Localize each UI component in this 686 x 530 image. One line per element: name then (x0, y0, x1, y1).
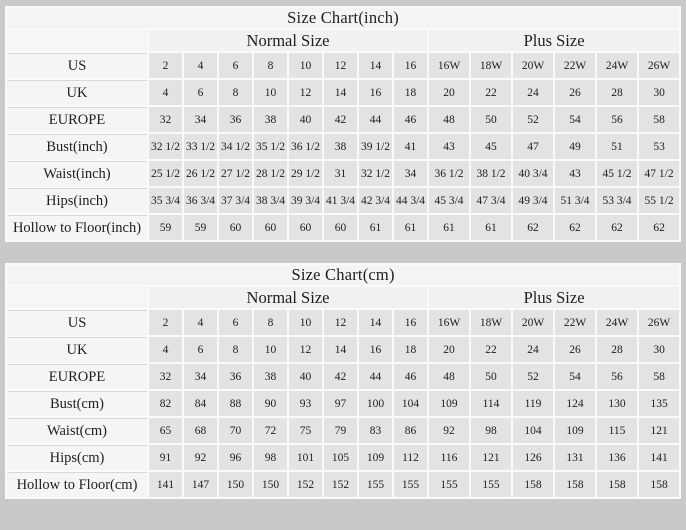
data-cell: 14 (324, 80, 357, 105)
data-cell: 152 (324, 472, 357, 497)
data-cell: 56 (597, 107, 637, 132)
data-cell: 6 (219, 53, 252, 78)
data-cell: 98 (471, 418, 511, 443)
data-cell: 46 (394, 364, 427, 389)
data-cell: 109 (429, 391, 469, 416)
data-cell: 38 (254, 364, 287, 389)
data-cell: 24W (597, 53, 637, 78)
table-row (7, 188, 679, 213)
data-cell: 58 (639, 364, 679, 389)
data-cell: 158 (555, 472, 595, 497)
data-cell: 62 (513, 215, 553, 240)
data-cell: 8 (219, 337, 252, 362)
data-cell: 26 1/2 (184, 161, 217, 186)
data-cell: 4 (149, 80, 182, 105)
data-cell: 8 (219, 80, 252, 105)
data-cell: 101 (289, 445, 322, 470)
data-cell: 42 (324, 364, 357, 389)
data-cell: 20W (513, 53, 553, 78)
data-cell: 10 (254, 337, 287, 362)
data-cell: 8 (254, 53, 287, 78)
data-cell: 45 3/4 (429, 188, 469, 213)
data-cell: 32 (149, 107, 182, 132)
data-cell: 12 (324, 53, 357, 78)
data-cell: 62 (639, 215, 679, 240)
data-cell: 40 3/4 (513, 161, 553, 186)
data-cell: 42 (324, 107, 357, 132)
data-cell: 121 (639, 418, 679, 443)
data-cell: 31 (324, 161, 357, 186)
data-cell: 16 (359, 80, 392, 105)
data-cell: 62 (597, 215, 637, 240)
data-cell: 20 (429, 80, 469, 105)
data-cell: 72 (254, 418, 287, 443)
table-row (7, 364, 679, 389)
row-label-cell: UK (7, 337, 147, 362)
data-cell: 30 (639, 337, 679, 362)
data-cell: 112 (394, 445, 427, 470)
data-cell: 46 (394, 107, 427, 132)
row-label-cell: EUROPE (7, 364, 147, 389)
row-label-cell: Waist(inch) (7, 161, 147, 186)
data-cell: 62 (555, 215, 595, 240)
data-cell: 51 (597, 134, 637, 159)
data-cell: 61 (471, 215, 511, 240)
data-cell: 35 1/2 (254, 134, 287, 159)
data-cell: 44 (359, 364, 392, 389)
table-body-inch (7, 53, 679, 240)
row-label-cell: UK (7, 80, 147, 105)
data-cell: 34 (394, 161, 427, 186)
data-cell: 56 (597, 364, 637, 389)
data-cell: 4 (184, 53, 217, 78)
data-cell: 86 (394, 418, 427, 443)
group-header-normal-size: Normal Size (149, 287, 427, 308)
data-cell: 60 (289, 215, 322, 240)
data-cell: 114 (471, 391, 511, 416)
data-cell: 109 (359, 445, 392, 470)
data-cell: 96 (219, 445, 252, 470)
data-cell: 40 (289, 364, 322, 389)
table-title-inch: Size Chart(inch) (7, 8, 679, 28)
data-cell: 100 (359, 391, 392, 416)
data-cell: 55 1/2 (639, 188, 679, 213)
data-cell: 12 (289, 337, 322, 362)
data-cell: 61 (394, 215, 427, 240)
data-cell: 48 (429, 107, 469, 132)
data-cell: 16W (429, 310, 469, 335)
data-cell: 79 (324, 418, 357, 443)
data-cell: 130 (597, 391, 637, 416)
data-cell: 54 (555, 107, 595, 132)
data-cell: 44 (359, 107, 392, 132)
data-cell: 131 (555, 445, 595, 470)
data-cell: 16 (394, 53, 427, 78)
group-header-row (7, 287, 679, 308)
data-cell: 6 (184, 337, 217, 362)
data-cell: 24W (597, 310, 637, 335)
data-cell: 36 1/2 (289, 134, 322, 159)
data-cell: 20W (513, 310, 553, 335)
data-cell: 50 (471, 364, 511, 389)
data-cell: 18 (394, 337, 427, 362)
data-cell: 45 1/2 (597, 161, 637, 186)
table-row (7, 107, 679, 132)
data-cell: 41 3/4 (324, 188, 357, 213)
data-cell: 4 (149, 337, 182, 362)
data-cell: 41 (394, 134, 427, 159)
data-cell: 24 (513, 337, 553, 362)
data-cell: 48 (429, 364, 469, 389)
data-cell: 53 3/4 (597, 188, 637, 213)
data-cell: 53 (639, 134, 679, 159)
data-cell: 92 (184, 445, 217, 470)
data-cell: 34 (184, 107, 217, 132)
data-cell: 14 (324, 337, 357, 362)
data-cell: 93 (289, 391, 322, 416)
data-cell: 22 (471, 80, 511, 105)
table-row (7, 418, 679, 443)
table-row (7, 53, 679, 78)
data-cell: 18W (471, 53, 511, 78)
data-cell: 58 (639, 107, 679, 132)
row-label-cell: Waist(cm) (7, 418, 147, 443)
data-cell: 12 (324, 310, 357, 335)
data-cell: 52 (513, 364, 553, 389)
data-cell: 124 (555, 391, 595, 416)
data-cell: 60 (254, 215, 287, 240)
table-row (7, 161, 679, 186)
data-cell: 119 (513, 391, 553, 416)
data-cell: 126 (513, 445, 553, 470)
data-cell: 152 (289, 472, 322, 497)
data-cell: 36 3/4 (184, 188, 217, 213)
data-cell: 22W (555, 53, 595, 78)
data-cell: 50 (471, 107, 511, 132)
data-cell: 116 (429, 445, 469, 470)
data-cell: 26W (639, 53, 679, 78)
data-cell: 97 (324, 391, 357, 416)
data-cell: 141 (639, 445, 679, 470)
corner-cell (7, 287, 147, 308)
data-cell: 158 (639, 472, 679, 497)
size-chart-inch-table (5, 6, 681, 242)
size-chart-cm-table (5, 263, 681, 499)
table-title-cm: Size Chart(cm) (7, 265, 679, 285)
data-cell: 52 (513, 107, 553, 132)
row-label-cell: Bust(cm) (7, 391, 147, 416)
data-cell: 158 (597, 472, 637, 497)
data-cell: 6 (219, 310, 252, 335)
table-row (7, 445, 679, 470)
data-cell: 36 (219, 107, 252, 132)
data-cell: 43 (555, 161, 595, 186)
data-cell: 32 1/2 (149, 134, 182, 159)
data-cell: 20 (429, 337, 469, 362)
data-cell: 115 (597, 418, 637, 443)
data-cell: 16W (429, 53, 469, 78)
row-label-cell: Hips(cm) (7, 445, 147, 470)
data-cell: 60 (219, 215, 252, 240)
data-cell: 155 (359, 472, 392, 497)
data-cell: 10 (289, 310, 322, 335)
data-cell: 68 (184, 418, 217, 443)
data-cell: 150 (219, 472, 252, 497)
data-cell: 59 (149, 215, 182, 240)
data-cell: 44 3/4 (394, 188, 427, 213)
data-cell: 88 (219, 391, 252, 416)
data-cell: 90 (254, 391, 287, 416)
data-cell: 34 (184, 364, 217, 389)
data-cell: 28 (597, 80, 637, 105)
data-cell: 82 (149, 391, 182, 416)
data-cell: 37 3/4 (219, 188, 252, 213)
data-cell: 18W (471, 310, 511, 335)
data-cell: 75 (289, 418, 322, 443)
data-cell: 135 (639, 391, 679, 416)
data-cell: 32 (149, 364, 182, 389)
table-row (7, 215, 679, 240)
data-cell: 60 (324, 215, 357, 240)
data-cell: 47 1/2 (639, 161, 679, 186)
row-label-cell: Bust(inch) (7, 134, 147, 159)
group-header-row (7, 30, 679, 51)
data-cell: 32 1/2 (359, 161, 392, 186)
data-cell: 18 (394, 80, 427, 105)
data-cell: 36 1/2 (429, 161, 469, 186)
data-cell: 155 (471, 472, 511, 497)
data-cell: 61 (429, 215, 469, 240)
row-label-cell: EUROPE (7, 107, 147, 132)
corner-cell (7, 30, 147, 51)
row-label-cell: Hollow to Floor(inch) (7, 215, 147, 240)
data-cell: 47 (513, 134, 553, 159)
data-cell: 61 (359, 215, 392, 240)
data-cell: 29 1/2 (289, 161, 322, 186)
data-cell: 26 (555, 337, 595, 362)
data-cell: 47 3/4 (471, 188, 511, 213)
row-label-cell: Hips(inch) (7, 188, 147, 213)
data-cell: 26W (639, 310, 679, 335)
data-cell: 136 (597, 445, 637, 470)
data-cell: 147 (184, 472, 217, 497)
data-cell: 155 (394, 472, 427, 497)
data-cell: 42 3/4 (359, 188, 392, 213)
row-label-cell: US (7, 310, 147, 335)
data-cell: 28 1/2 (254, 161, 287, 186)
group-header-plus-size: Plus Size (429, 287, 679, 308)
data-cell: 150 (254, 472, 287, 497)
data-cell: 38 3/4 (254, 188, 287, 213)
data-cell: 121 (471, 445, 511, 470)
data-cell: 38 (324, 134, 357, 159)
data-cell: 24 (513, 80, 553, 105)
data-cell: 38 1/2 (471, 161, 511, 186)
data-cell: 92 (429, 418, 469, 443)
data-cell: 25 1/2 (149, 161, 182, 186)
row-label-cell: US (7, 53, 147, 78)
table-row (7, 472, 679, 497)
data-cell: 14 (359, 310, 392, 335)
data-cell: 105 (324, 445, 357, 470)
data-cell: 28 (597, 337, 637, 362)
data-cell: 12 (289, 80, 322, 105)
data-cell: 22W (555, 310, 595, 335)
table-row (7, 391, 679, 416)
table-row (7, 80, 679, 105)
data-cell: 83 (359, 418, 392, 443)
data-cell: 16 (359, 337, 392, 362)
table-title-row (7, 8, 679, 28)
data-cell: 36 (219, 364, 252, 389)
data-cell: 10 (254, 80, 287, 105)
data-cell: 54 (555, 364, 595, 389)
data-cell: 4 (184, 310, 217, 335)
data-cell: 6 (184, 80, 217, 105)
data-cell: 40 (289, 107, 322, 132)
data-cell: 158 (513, 472, 553, 497)
data-cell: 14 (359, 53, 392, 78)
row-label-cell: Hollow to Floor(cm) (7, 472, 147, 497)
data-cell: 59 (184, 215, 217, 240)
data-cell: 141 (149, 472, 182, 497)
table-row (7, 134, 679, 159)
data-cell: 43 (429, 134, 469, 159)
data-cell: 49 (555, 134, 595, 159)
data-cell: 109 (555, 418, 595, 443)
data-cell: 91 (149, 445, 182, 470)
data-cell: 84 (184, 391, 217, 416)
data-cell: 16 (394, 310, 427, 335)
table-row (7, 337, 679, 362)
data-cell: 104 (513, 418, 553, 443)
table-title-row (7, 265, 679, 285)
data-cell: 45 (471, 134, 511, 159)
data-cell: 27 1/2 (219, 161, 252, 186)
group-header-plus-size: Plus Size (429, 30, 679, 51)
data-cell: 33 1/2 (184, 134, 217, 159)
data-cell: 39 1/2 (359, 134, 392, 159)
data-cell: 8 (254, 310, 287, 335)
data-cell: 155 (429, 472, 469, 497)
data-cell: 26 (555, 80, 595, 105)
table-row (7, 310, 679, 335)
data-cell: 39 3/4 (289, 188, 322, 213)
group-header-normal-size: Normal Size (149, 30, 427, 51)
data-cell: 38 (254, 107, 287, 132)
data-cell: 22 (471, 337, 511, 362)
data-cell: 65 (149, 418, 182, 443)
data-cell: 51 3/4 (555, 188, 595, 213)
data-cell: 35 3/4 (149, 188, 182, 213)
data-cell: 2 (149, 310, 182, 335)
data-cell: 49 3/4 (513, 188, 553, 213)
data-cell: 30 (639, 80, 679, 105)
data-cell: 98 (254, 445, 287, 470)
data-cell: 2 (149, 53, 182, 78)
data-cell: 104 (394, 391, 427, 416)
data-cell: 34 1/2 (219, 134, 252, 159)
data-cell: 10 (289, 53, 322, 78)
table-body-cm (7, 310, 679, 497)
data-cell: 70 (219, 418, 252, 443)
